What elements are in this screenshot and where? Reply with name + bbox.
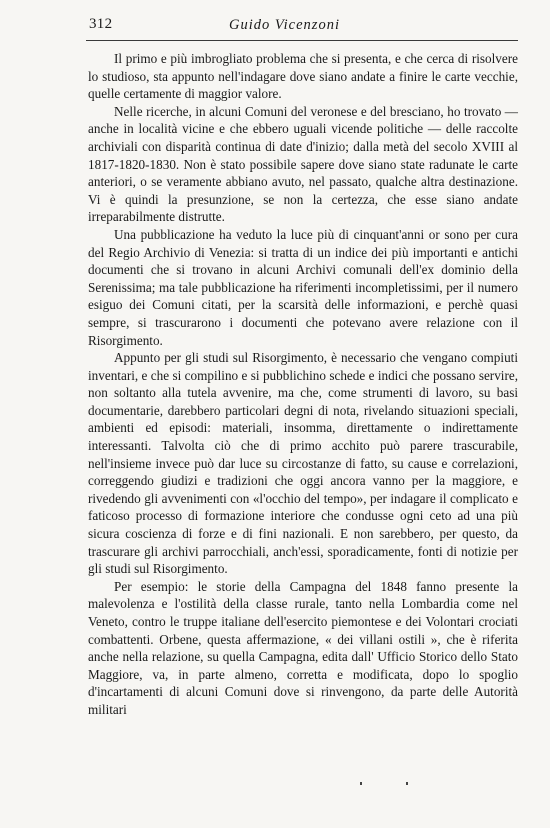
page-header [89,16,519,38]
paragraph-2: Nelle ricerche, in alcuni Comuni del veronese e del bresciano, ho trovato — anche in località vicine e che ebbero uguali vicende politiche — delle raccolte archiviali con disparità continua di date d'inizio; dalla metà del secolo XVIII al 1817-1820-1830. Non è stato possibile sapere dove siano state radunate le carte anteriori, o se veramente abbiano avuto, nel passato, qualche altra destinazione. Vi è quindi la presunzione, se non la certezza, che esse siano andate irreparabilmente distrutte. [88,103,518,225]
running-head: Guido Vicenzoni [229,17,340,33]
page-number: 312 [89,16,113,32]
paragraph-5: Per esempio: le storie della Campagna del 1848 fanno presente la malevolenza e l'ostilità della classe rurale, tanto nella Lombardia come nel Veneto, contro le truppe italiane dell'esercito piemontese e dei Volontari crociati combattenti. Orbene, questa affermazione, « dei villani ostili », che è riferita anche nella relazione, su quella Campagna, edita dall' Ufficio Storico dello Stato Maggiore, va, in parte almeno, corretta e modificata, dopo lo spoglio d'incartamenti di alcuni Comuni dove si rinvengono, da parte delle Autorità militari [88,578,518,717]
header-rule [86,40,518,41]
print-marks [360,782,440,794]
paragraph-1: Il primo e più imbrogliato problema che si presenta, e che cerca di risolvere lo studioso, sta appunto nell'indagare dove siano andate a finire le carte vecchie, quelle certamente di maggior valore. [88,51,518,102]
print-mark [360,782,362,785]
body-text [88,50,518,719]
paragraph-3: Una pubblicazione ha veduto la luce più di cinquant'anni or sono per cura del Regio Archivio di Venezia: si tratta di un indice dei più importanti e antichi documenti che si trovano in alcuni Archivi comunali dell'ex dominio della Serenissima; ma tale pubblicazione ha riferimenti incompletissimi, per il numero esiguo dei Comuni citati, per la scarsità delle informazioni, e perchè quasi sempre, si trascurarono i documenti che potevano avere relazione con il Risorgimento. [88,226,518,348]
paragraph-4: Appunto per gli studi sul Risorgimento, è necessario che vengano compiuti inventari, e che si compilino e si pubblichino schede e indici che possano servire, non soltanto alla tutela avvenire, ma che, come strumenti di lavoro, su basi documentarie, darebbero particolari degni di nota, rivelando situazioni speciali, ambienti ed episodi: materiali, insomma, direttamente o indirettamente interessanti. Talvolta ciò che di primo acchito può parere trascurabile, nell'insieme invece può dar luce su circostanze di fatto, su cause e correlazioni, correggendo giudizi e tradizioni che oggi ancora vanno per la maggiore, e rivedendo gli avvenimenti con «l'occhio del tempo», per indagare il complicato e faticoso processo di formazione interiore che condusse ogni ceto ad una più sicura coscienza di forze e di fini nazionali. E non sarebbero, per questo, da trascurare gli archivi parrocchiali, anch'essi, sporadicamente, fonti di notizie per gli studi sul Risorgimento. [88,350,518,577]
print-mark [406,782,408,785]
